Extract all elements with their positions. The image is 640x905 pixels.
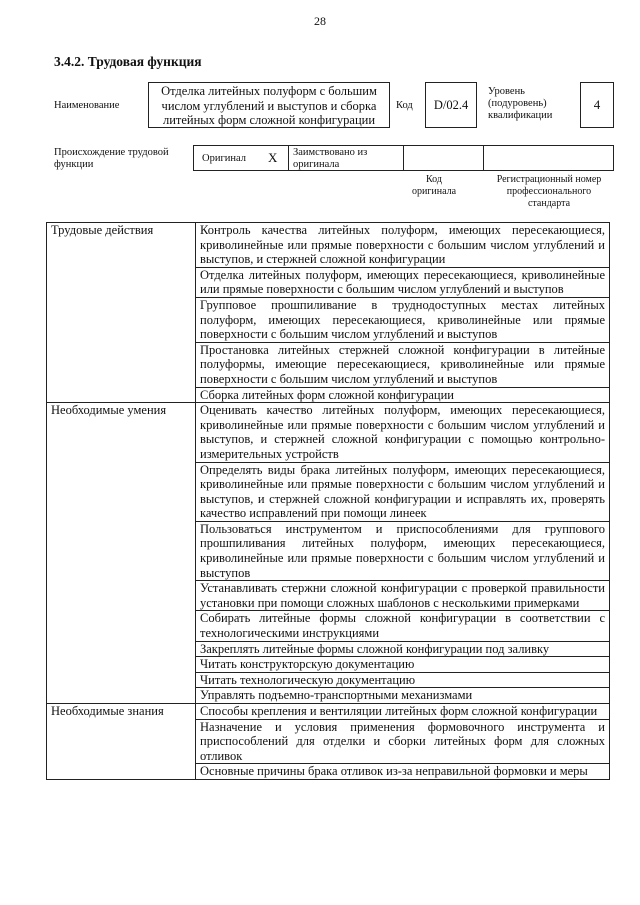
knowledge-item: Назначение и условия применения формовочного инструмента и приспособлений для отделки и сборки литейных форм для сложных отливок <box>196 719 610 764</box>
caption-line: профессионального <box>506 186 592 197</box>
table-row <box>47 223 610 268</box>
caption-line: оригинала <box>411 186 457 197</box>
code-box <box>425 82 477 128</box>
labor-action-item: Контроль качества литейных полуформ, имеющих пересекающиеся, криволинейные или прямые поверхности с большим числом углублений и выступов, и стержней сложной конфигурации <box>196 223 610 268</box>
table-row <box>47 403 610 462</box>
labor-action-item: Сборка литейных форм сложной конфигурации <box>196 387 610 403</box>
labor-action-item: Простановка литейных стержней сложной конфигурации в литейные полуформы, имеющие пересекающиеся, криволинейные или прямые поверхности с большим числом углублений и выступов <box>196 342 610 387</box>
knowledge-item: Основные причины брака отливок из-за неправильной формовки и меры <box>196 764 610 780</box>
skill-item: Закреплять литейные формы сложной конфигурации под заливку <box>196 641 610 657</box>
skill-item: Устанавливать стержни сложной конфигурации с проверкой правильности установки при помощи сложных шаблонов с несколькими примерками <box>196 581 610 611</box>
borrowed-label <box>293 147 367 171</box>
origin-label-line: Происхождение трудовой <box>54 147 169 158</box>
caption-line: Регистрационный номер <box>496 174 602 185</box>
level-value: 4 <box>593 97 601 112</box>
code-label: Код <box>396 100 413 111</box>
reg-number-caption <box>484 174 614 210</box>
code-original-caption <box>386 174 482 198</box>
borrowed-label-line: Заимствовано из <box>293 147 368 158</box>
skill-item: Управлять подъемно-транспортными механизмами <box>196 688 610 704</box>
origin-row <box>193 145 614 171</box>
origin-original-cell <box>194 146 289 170</box>
skill-item: Собирать литейные формы сложной конфигурации в соответствии с технологическими инструкциями <box>196 611 610 641</box>
labor-action-item: Групповое прошпиливание в труднодоступных местах литейных полуформ, имеющих пересекающиеся, криволинейные или прямые поверхности с большим числом углублений и выступов <box>196 297 610 342</box>
level-label <box>488 86 552 122</box>
section-heading: 3.4.2. Трудовая функция <box>54 54 202 69</box>
origin-reg-number-cell <box>484 146 613 170</box>
level-label-line: Уровень <box>488 86 525 97</box>
level-label-line: квалификации <box>488 110 553 121</box>
origin-label-line: функции <box>54 159 94 170</box>
function-name-value: Отделка литейных полуформ с большим числом углублений и выступов и сборка литейных форм сложной конфигурации <box>161 84 377 127</box>
origin-label <box>54 147 169 171</box>
knowledge-item: Способы крепления и вентиляции литейных форм сложной конфигурации <box>196 704 610 720</box>
function-name-box <box>148 82 390 128</box>
caption-line: Код <box>426 174 442 185</box>
origin-borrowed-cell <box>289 146 404 170</box>
borrowed-label-line: оригинала <box>293 159 340 170</box>
function-details-table <box>46 222 610 780</box>
caption-line: стандарта <box>527 198 571 209</box>
skill-item: Оценивать качество литейных полуформ, имеющих пересекающиеся, криволинейные или прямые поверхности с большим числом углублений и выступов, и стержней сложной конфигурации с помощью контрольно-измерительных устройств <box>196 403 610 462</box>
labor-action-item: Отделка литейных полуформ, имеющих пересекающиеся, криволинейные или прямые поверхности с большим числом углублений и выступов <box>196 267 610 297</box>
section-title: Необходимые знания <box>47 704 196 780</box>
skill-item: Читать конструкторскую документацию <box>196 657 610 673</box>
skill-item: Определять виды брака литейных полуформ, имеющих пересекающиеся, криволинейные или прямые поверхности с большим числом углублений и выступов, и стержней сложной конфигурации и исправлять их, проверять качество исправлений при помощи линеек <box>196 462 610 521</box>
original-mark: X <box>268 150 278 165</box>
section-title: Необходимые умения <box>47 403 196 704</box>
code-value: D/02.4 <box>433 97 469 112</box>
skill-item: Пользоваться инструментом и приспособлениями для группового прошпиливания литейных полуформ, имеющих пересекающиеся, криволинейные или прямые поверхности с большим числом углублений и выступов <box>196 521 610 580</box>
skill-item: Читать технологическую документацию <box>196 672 610 688</box>
origin-code-cell <box>404 146 484 170</box>
level-box <box>580 82 614 128</box>
name-label: Наименование <box>54 100 120 111</box>
original-label: Оригинал <box>202 153 246 164</box>
page-number: 28 <box>314 14 326 28</box>
level-label-line: (подуровень) <box>488 98 547 109</box>
section-title: Трудовые действия <box>47 223 196 403</box>
table-row <box>47 704 610 720</box>
